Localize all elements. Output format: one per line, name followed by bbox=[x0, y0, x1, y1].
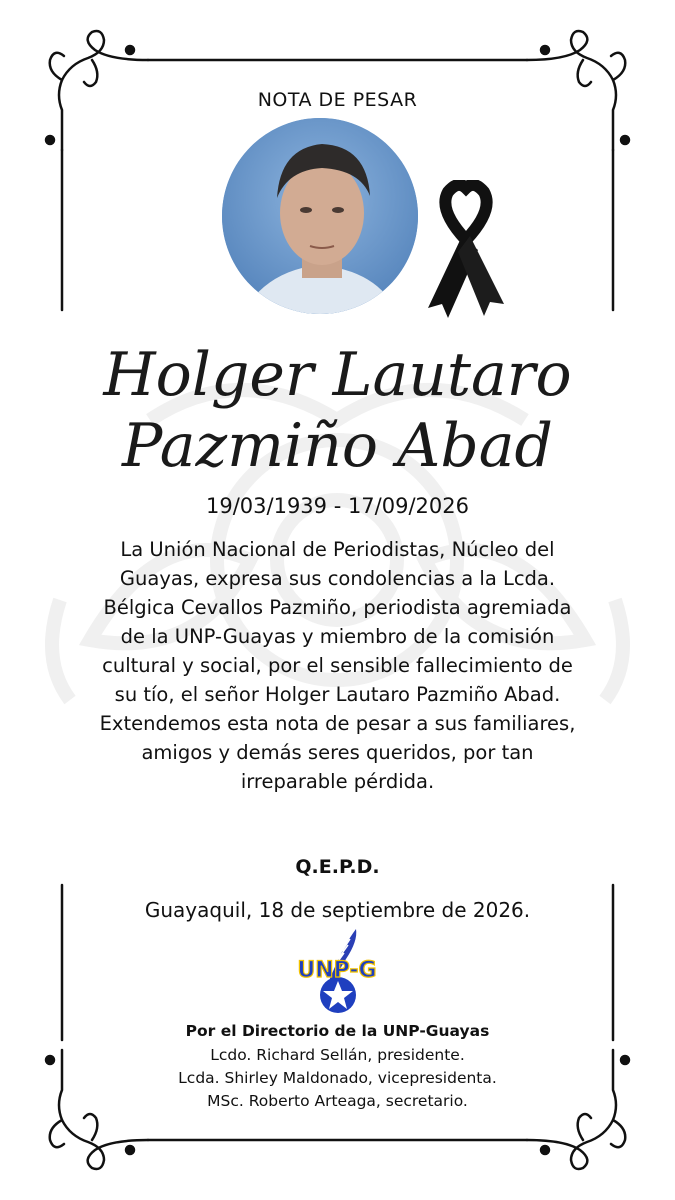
place-and-date: Guayaquil, 18 de septiembre de 2026. bbox=[144, 898, 531, 922]
logo-text: UNP-G bbox=[297, 958, 377, 983]
page-title: NOTA DE PESAR bbox=[257, 89, 418, 111]
mourning-ribbon-icon bbox=[418, 180, 514, 320]
signature-line: Lcda. Shirley Maldonado, vicepresidenta. bbox=[178, 1069, 497, 1087]
signature-line: MSc. Roberto Arteaga, secretario. bbox=[207, 1092, 468, 1110]
deceased-name-line2: Pazmiño Abad bbox=[122, 411, 553, 481]
signature-heading: Por el Directorio de la UNP-Guayas bbox=[185, 1022, 490, 1040]
deceased-name-line1: Holger Lautaro bbox=[103, 340, 572, 410]
life-dates: 19/03/1939 - 17/09/2026 bbox=[205, 494, 469, 518]
signature-line: Lcdo. Richard Sellán, presidente. bbox=[210, 1046, 465, 1064]
condolence-message bbox=[95, 535, 580, 796]
unp-g-logo bbox=[284, 925, 390, 1017]
message-paragraph-1: La Unión Nacional de Periodistas, Núcleo del Guayas, expresa sus condolencias a la Lcda. Bélgica Cevallos Pazmiño, periodista agremiada de la UNP-Guayas y miembro de la comisión cultural y social, por el sensible fallecimiento de su tío, el señor Holger Lautaro Pazmiño Abad. bbox=[102, 538, 573, 706]
portrait-photo bbox=[222, 118, 418, 314]
qepd-text: Q.E.P.D. bbox=[295, 856, 380, 878]
message-paragraph-2: Extendemos esta nota de pesar a sus familiares, amigos y demás seres queridos, por tan irreparable pérdida. bbox=[99, 712, 576, 793]
